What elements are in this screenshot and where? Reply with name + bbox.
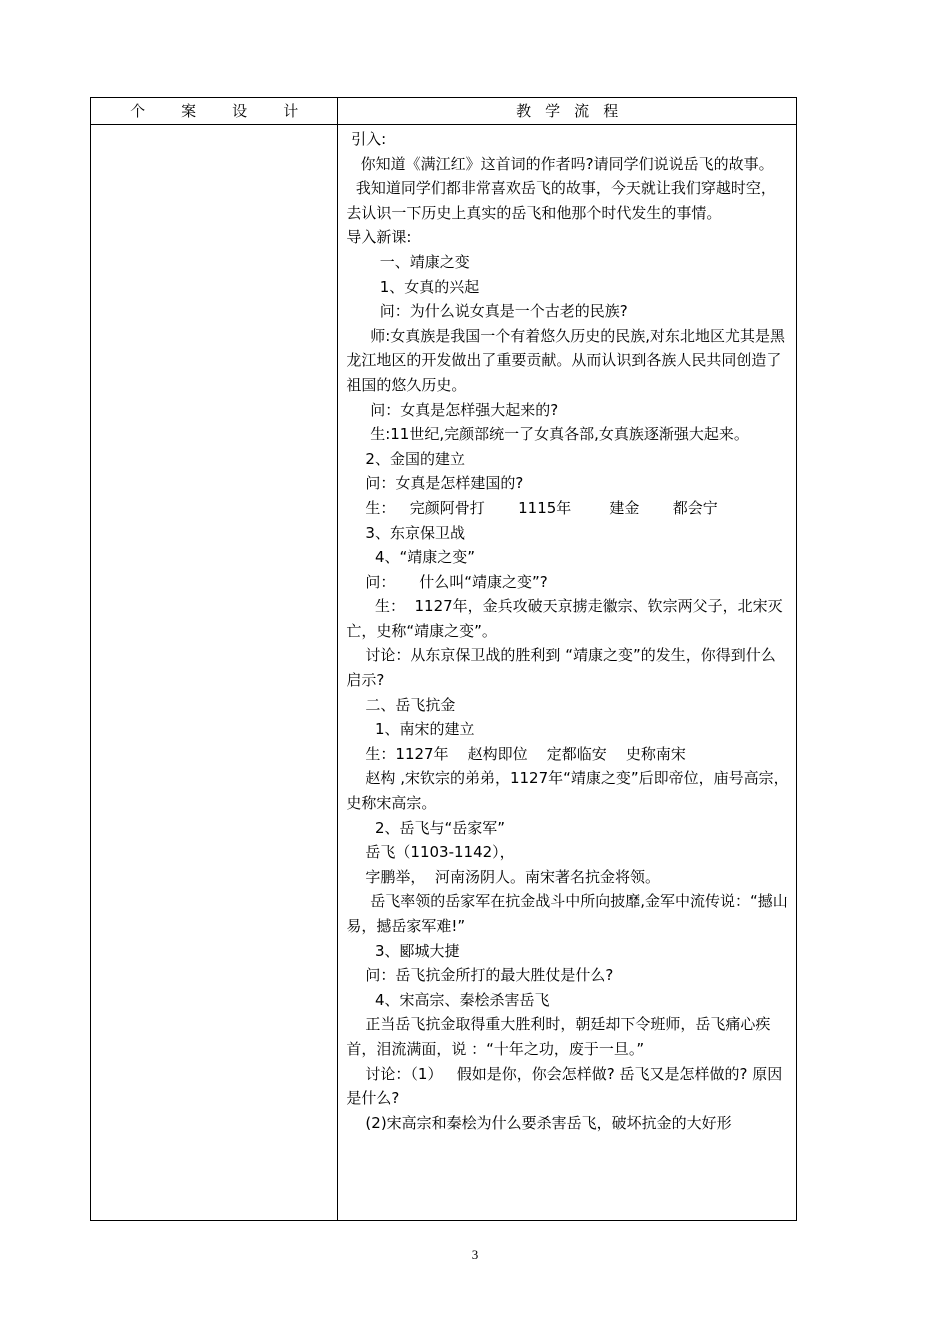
content-line: 生： 1127年，金兵攻破天京掳走徽宗、钦宗两父子，北宋灭亡，史称“靖康之变”。: [346, 597, 783, 640]
content-line: 3、郾城大捷: [346, 941, 460, 960]
content-line: 引入:: [346, 130, 387, 148]
design-notes-cell: [91, 125, 338, 1221]
content-line: 赵构 ,宋钦宗的弟弟，1127年“靖康之变”后即帝位，庙号高宗，史称宋高宗。: [346, 769, 789, 813]
content-line: 生:11世纪,完颜部统一了女真各部,女真族逐渐强大起来。: [346, 425, 749, 444]
header-char: 计: [283, 102, 299, 120]
table-header-row: [91, 98, 797, 125]
content-line: 二、岳飞抗金: [346, 695, 456, 714]
content-line: (2)宋高宗和秦桧为什么要杀害岳飞，破坏抗金的大好形: [346, 1113, 732, 1132]
content-line: 4、宋高宗、秦桧杀害岳飞: [346, 990, 550, 1009]
content-line: 岳飞（1103-1142），: [346, 843, 515, 862]
content-line: 导入新课:: [346, 228, 412, 247]
lesson-plan-table: [90, 97, 797, 1221]
header-char: 学: [545, 102, 561, 120]
content-line: 师:女真族是我国一个有着悠久历史的民族,对东北地区尤其是黑龙江地区的开发做出了重要贡献。从而认识到各族人民共同创造了祖国的悠久历史。: [346, 326, 786, 394]
header-char: 个: [130, 102, 146, 120]
content-line: 生： 完颜阿骨打 1115年 建金 都会宁: [346, 498, 718, 517]
header-char: 教: [516, 102, 532, 120]
header-individual-design: [91, 98, 338, 125]
content-line: 问：为什么说女真是一个古老的民族?: [346, 302, 628, 321]
header-char: 流: [574, 102, 590, 120]
teaching-content: [338, 125, 796, 1135]
header-char: 设: [232, 102, 248, 120]
teaching-process-cell: [338, 125, 797, 1221]
content-line: 生：1127年 赵构即位 定都临安 史称南宋: [346, 744, 686, 763]
content-line: 4、“靖康之变”: [346, 548, 476, 567]
table-body-row: [91, 125, 797, 1221]
content-line: 一、靖康之变: [346, 252, 470, 271]
content-line: 讨论：从东京保卫战的胜利到 “靖康之变”的发生，你得到什么启示?: [346, 646, 776, 690]
content-line: 我知道同学们都非常喜欢岳飞的故事，今天就让我们穿越时空，去认识一下历史上真实的岳飞和他那个时代发生的事情。: [346, 179, 776, 222]
content-line: 你知道《满江红》这首词的作者吗?请同学们说说岳飞的故事。: [346, 154, 774, 173]
content-line: 1、南宋的建立: [346, 720, 475, 739]
content-line: 3、东京保卫战: [346, 523, 465, 542]
content-line: 问：女真是怎样强大起来的?: [346, 400, 559, 419]
content-line: 1、女真的兴起: [346, 277, 480, 296]
content-line: 2、岳飞与“岳家军”: [346, 818, 506, 837]
content-line: 讨论：（1） 假如是你，你会怎样做? 岳飞又是怎样做的? 原因是什么?: [346, 1064, 783, 1108]
content-line: 岳飞率领的岳家军在抗金战斗中所向披靡,金军中流传说：“撼山易，撼岳家军难!”: [346, 892, 788, 935]
header-teaching-process: [338, 98, 797, 125]
content-line: 正当岳飞抗金取得重大胜利时，朝廷却下令班师，岳飞痛心疾首，泪流满面，说 ：“十年之功，废于一旦。”: [346, 1015, 771, 1058]
header-char: 程: [603, 102, 619, 120]
content-line: 问：女真是怎样建国的?: [346, 474, 524, 493]
header-char: 案: [181, 102, 197, 120]
page-number: 3: [471, 1247, 479, 1262]
content-line: 问： 什么叫“靖康之变”?: [346, 572, 548, 591]
content-line: 2、金国的建立: [346, 449, 465, 468]
content-line: 字鹏举， 河南汤阴人。南宋著名抗金将领。: [346, 867, 660, 886]
content-line: 问：岳飞抗金所打的最大胜仗是什么?: [346, 966, 614, 985]
